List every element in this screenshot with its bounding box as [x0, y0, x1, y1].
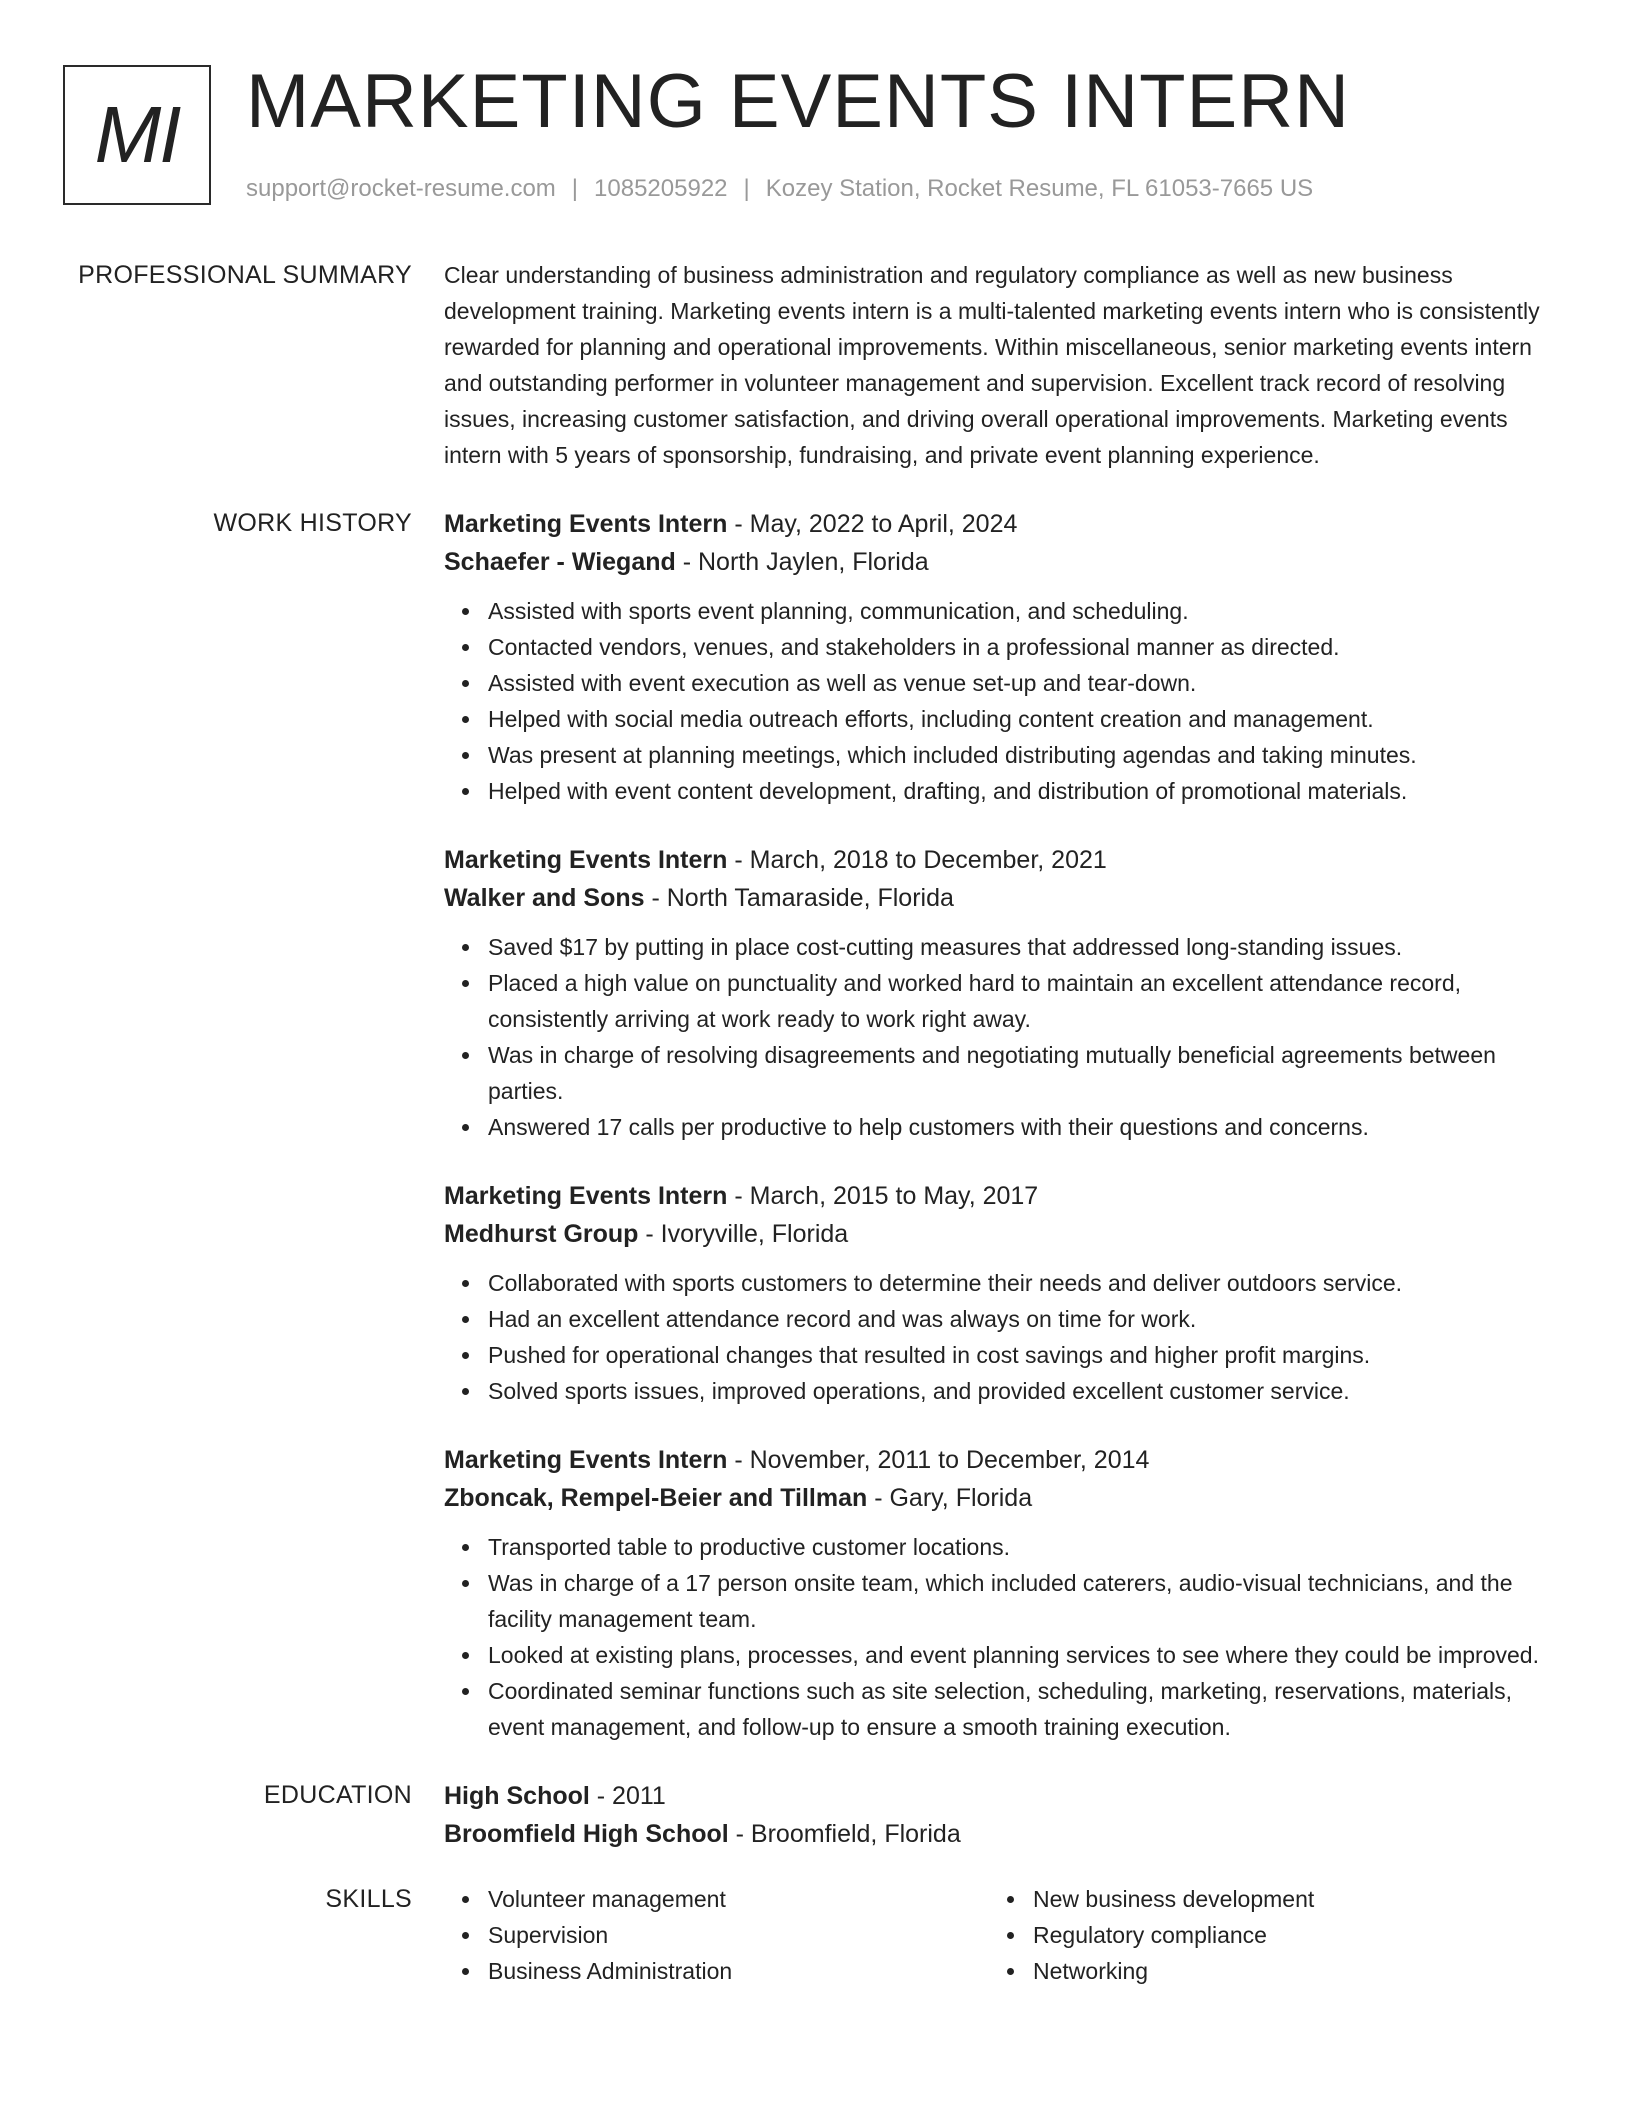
- skill-item: Networking: [1033, 1953, 1534, 1989]
- contact-email: support@rocket-resume.com: [246, 175, 556, 202]
- job-bullet: Assisted with sports event planning, communication, and scheduling.: [488, 593, 1550, 629]
- job-title: Marketing Events Intern: [444, 846, 728, 874]
- skills-column: [444, 1881, 989, 1989]
- job-title-line: [444, 841, 1550, 879]
- job-bullets: [444, 1529, 1550, 1745]
- resume-title: MARKETING EVENTS INTERN: [246, 59, 1350, 144]
- job-bullet: Collaborated with sports customers to determine their needs and deliver outdoors service.: [488, 1265, 1550, 1301]
- job-bullet: Looked at existing plans, processes, and event planning services to see where they could be improved.: [488, 1637, 1550, 1673]
- job-bullets: [444, 929, 1550, 1145]
- summary-text: Clear understanding of business administration and regulatory compliance as well as new business development training. Marketing events intern is a multi-talented marketing events intern who is consistently rewarded for planning and operational improvements. Within miscellaneous, senior marketing events intern and outstanding performer in volunteer management and supervision. Excellent track record of resolving issues, increasing customer satisfaction, and driving overall operational improvements. Marketing events intern with 5 years of sponsorship, fundraising, and private event planning experience.: [444, 262, 1540, 468]
- job-company: Walker and Sons: [444, 884, 645, 912]
- job-dates: - May, 2022 to April, 2024: [727, 510, 1018, 538]
- job-title: Marketing Events Intern: [444, 1182, 728, 1210]
- job-dates: - March, 2015 to May, 2017: [727, 1182, 1039, 1210]
- job-company-line: [444, 1479, 1550, 1517]
- job-bullet: Contacted vendors, venues, and stakeholders in a professional manner as directed.: [488, 629, 1550, 665]
- skills-list: [989, 1881, 1534, 1989]
- skills-body: [444, 1881, 1550, 1989]
- job-bullet: Was present at planning meetings, which included distributing agendas and taking minutes.: [488, 737, 1550, 773]
- job-location: - North Jaylen, Florida: [675, 548, 929, 576]
- job-bullet: Helped with event content development, drafting, and distribution of promotional materials.: [488, 773, 1550, 809]
- education-school-line: [444, 1815, 1550, 1853]
- job-entry: [444, 1441, 1550, 1745]
- contact-phone: 1085205922: [594, 175, 728, 202]
- job-title: Marketing Events Intern: [444, 1446, 728, 1474]
- job-title-line: [444, 1441, 1550, 1479]
- section-label-skills: SKILLS: [325, 1885, 412, 1913]
- skills-list: [444, 1881, 989, 1989]
- section-label-education: EDUCATION: [263, 1781, 412, 1809]
- skill-item: Supervision: [488, 1917, 989, 1953]
- skill-item: Regulatory compliance: [1033, 1917, 1534, 1953]
- job-entry: [444, 841, 1550, 1145]
- skill-item: Volunteer management: [488, 1881, 989, 1917]
- job-location: - Gary, Florida: [867, 1484, 1033, 1512]
- job-company-line: [444, 879, 1550, 917]
- skill-item: Business Administration: [488, 1953, 989, 1989]
- education-degree-line: [444, 1777, 1550, 1815]
- job-company: Zboncak, Rempel-Beier and Tillman: [444, 1484, 868, 1512]
- contact-line: [246, 173, 1313, 205]
- job-bullets: [444, 1265, 1550, 1409]
- job-company: Medhurst Group: [444, 1220, 639, 1248]
- section-label-work-history: WORK HISTORY: [213, 509, 412, 537]
- skills-column: [989, 1881, 1534, 1989]
- education-body: [444, 1777, 1550, 1853]
- job-bullet: Assisted with event execution as well as venue set-up and tear-down.: [488, 665, 1550, 701]
- job-title: Marketing Events Intern: [444, 510, 728, 538]
- skills-grid: [444, 1881, 1550, 1989]
- job-bullet: Placed a high value on punctuality and worked hard to maintain an excellent attendance record, consistently arriving at work ready to work right away.: [488, 965, 1550, 1037]
- resume-content: [0, 257, 1632, 1989]
- job-location: - Ivoryville, Florida: [638, 1220, 849, 1248]
- job-bullet: Was in charge of resolving disagreements and negotiating mutually beneficial agreements between parties.: [488, 1037, 1550, 1109]
- job-company-line: [444, 543, 1550, 581]
- education-section: [0, 1777, 1632, 1853]
- job-bullet: Solved sports issues, improved operations, and provided excellent customer service.: [488, 1373, 1550, 1409]
- skill-item: New business development: [1033, 1881, 1534, 1917]
- job-bullet: Helped with social media outreach efforts, including content creation and management.: [488, 701, 1550, 737]
- job-title-line: [444, 1177, 1550, 1215]
- job-entry: [444, 505, 1550, 809]
- education-location: - Broomfield, Florida: [728, 1820, 961, 1848]
- work-history-section: [0, 505, 1632, 1777]
- job-bullet: Had an excellent attendance record and was always on time for work.: [488, 1301, 1550, 1337]
- work-history-body: [444, 505, 1550, 1777]
- education-year: - 2011: [589, 1782, 666, 1810]
- section-label-summary: PROFESSIONAL SUMMARY: [78, 261, 412, 289]
- summary-section: [0, 257, 1632, 473]
- job-bullet: Saved $17 by putting in place cost-cutting measures that addressed long-standing issues.: [488, 929, 1550, 965]
- job-company: Schaefer - Wiegand: [444, 548, 676, 576]
- skills-section: [0, 1881, 1632, 1989]
- job-dates: - March, 2018 to December, 2021: [727, 846, 1107, 874]
- job-bullet: Transported table to productive customer locations.: [488, 1529, 1550, 1565]
- job-dates: - November, 2011 to December, 2014: [727, 1446, 1150, 1474]
- contact-separator: |: [571, 175, 579, 202]
- education-degree: High School: [444, 1782, 590, 1810]
- job-location: - North Tamaraside, Florida: [644, 884, 954, 912]
- job-bullets: [444, 593, 1550, 809]
- job-bullet: Answered 17 calls per productive to help customers with their questions and concerns.: [488, 1109, 1550, 1145]
- job-company-line: [444, 1215, 1550, 1253]
- monogram-logo: MI: [63, 65, 211, 205]
- summary-body: [444, 257, 1550, 473]
- contact-separator: |: [743, 175, 750, 202]
- job-bullet: Was in charge of a 17 person onsite team, which included caterers, audio-visual technicians, and the facility management team.: [488, 1565, 1550, 1637]
- job-entry: [444, 1177, 1550, 1409]
- education-school: Broomfield High School: [444, 1820, 729, 1848]
- job-bullet: Pushed for operational changes that resulted in cost savings and higher profit margins.: [488, 1337, 1550, 1373]
- job-bullet: Coordinated seminar functions such as site selection, scheduling, marketing, reservations, materials, event management, and follow-up to ensure a smooth training execution.: [488, 1673, 1550, 1745]
- contact-address: Kozey Station, Rocket Resume, FL 61053-7665 US: [765, 175, 1314, 202]
- job-title-line: [444, 505, 1550, 543]
